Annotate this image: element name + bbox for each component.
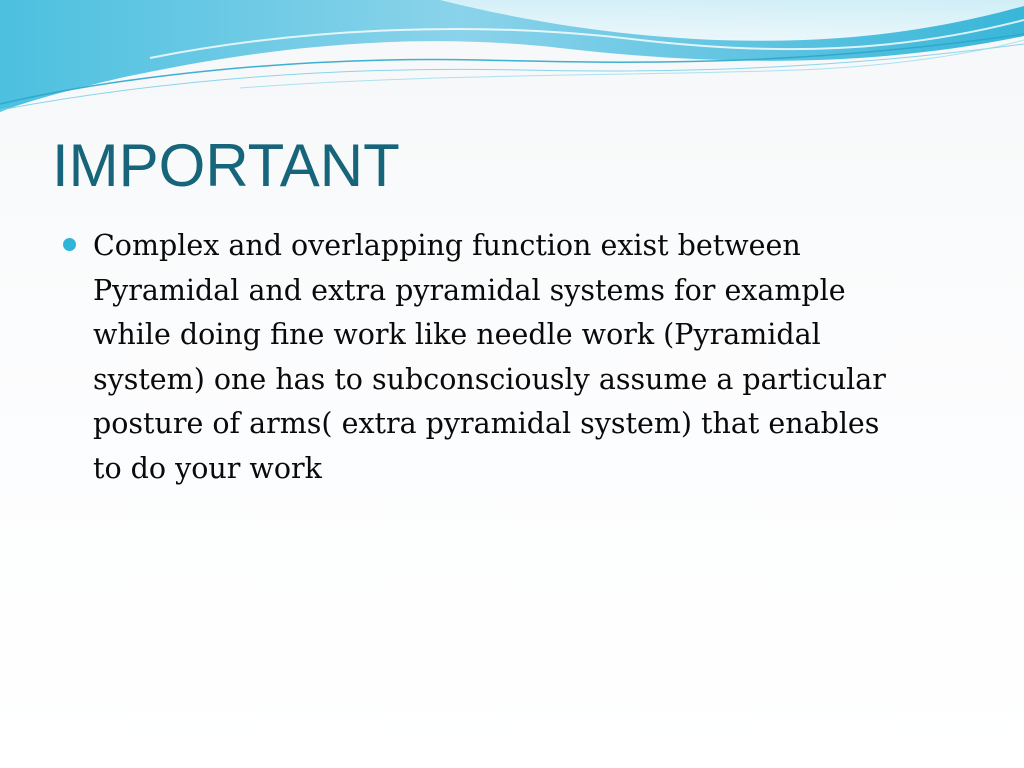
bullet-text-line: posture of arms( extra pyramidal system) that enables <box>93 407 880 440</box>
decorative-wave-banner <box>0 0 1024 130</box>
bullet-text-line: Pyramidal and extra pyramidal systems for example <box>93 273 846 307</box>
slide-title: IMPORTANT <box>52 132 400 199</box>
bullet-dot-icon <box>63 238 76 251</box>
bullet-list <box>60 224 960 491</box>
bullet-text-line: system) one has to subconsciously assume a particular <box>93 362 886 396</box>
bullet-item <box>60 224 960 491</box>
bullet-text-line: Complex and overlapping function exist between <box>93 229 801 262</box>
bullet-text-line: while doing fine work like needle work (Pyramidal <box>93 318 821 351</box>
bullet-text-line: to do your work <box>93 451 322 485</box>
